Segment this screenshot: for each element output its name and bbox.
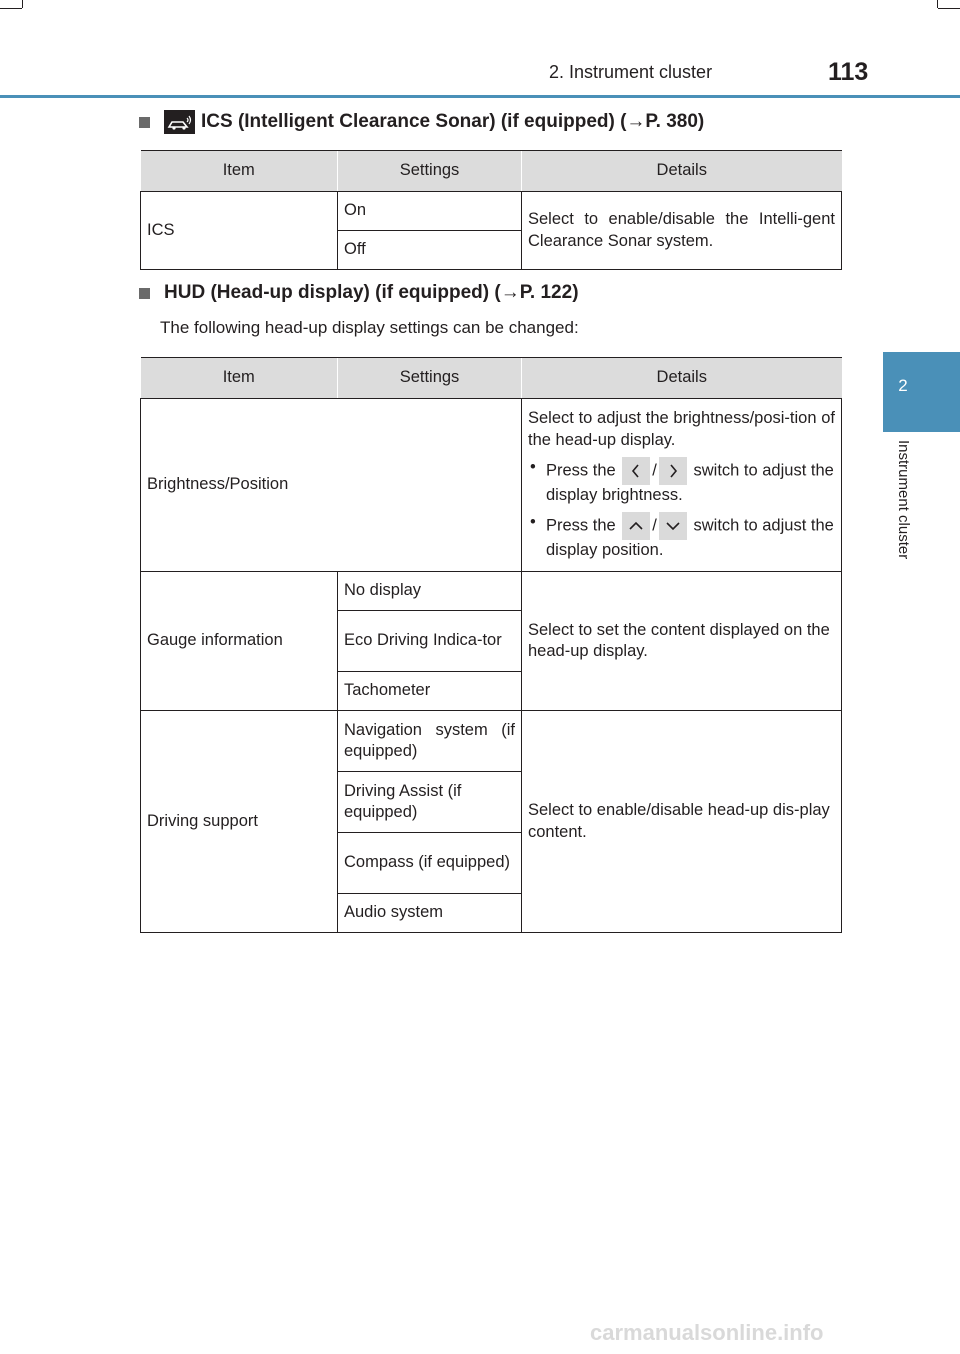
- hud-heading-text: HUD (Head-up display) (if equipped) (→P. 122): [164, 282, 579, 303]
- chapter-side-label: [888, 440, 912, 600]
- driving-setting: Audio system: [338, 894, 522, 933]
- brightness-item: Brightness/Position: [141, 399, 522, 572]
- chapter-number: 2: [898, 376, 908, 395]
- ics-heading-text: ICS (Intelligent Clearance Sonar) (if equipped) (→P. 380): [201, 111, 705, 132]
- driving-setting: Compass (if equipped): [338, 833, 522, 894]
- ics-settings-table: [140, 150, 842, 270]
- driving-item: Driving support: [141, 711, 338, 933]
- gauge-item: Gauge information: [141, 572, 338, 711]
- gauge-details: Select to set the content displayed on the head-up display.: [522, 572, 842, 711]
- bullet-square-icon: [139, 117, 150, 128]
- bullet-text: Press the: [546, 516, 616, 535]
- ics-sonar-icon: [164, 110, 195, 134]
- chapter-tab[interactable]: [883, 352, 960, 432]
- ics-item: ICS: [141, 192, 338, 270]
- driving-details: Select to enable/disable head-up dis-play content.: [522, 711, 842, 933]
- watermark: carmanualsonline.info: [590, 1320, 824, 1345]
- gauge-setting: Tachometer: [338, 672, 522, 711]
- ics-details: Select to enable/disable the Intelli-gent Clearance Sonar system.: [522, 192, 842, 270]
- header-rule: [0, 95, 960, 98]
- chevron-left-icon: [622, 457, 650, 485]
- chevron-up-icon: [622, 512, 650, 540]
- hud-intro: The following head-up display settings can be changed:: [160, 318, 579, 337]
- bullet-separator: /: [652, 461, 657, 480]
- driving-setting: Navigation system (if equipped): [338, 711, 522, 772]
- table-header-item: Item: [141, 358, 338, 399]
- bullet-text: switch to adjust the display brightness.: [546, 461, 834, 504]
- chevron-right-icon: [659, 457, 687, 485]
- chevron-down-icon: [659, 512, 687, 540]
- gauge-setting: Eco Driving Indica-tor: [338, 611, 522, 672]
- bullet-square-icon: [139, 288, 150, 299]
- table-header-item: Item: [141, 151, 338, 192]
- table-header-settings: Settings: [338, 358, 522, 399]
- chapter-title: Instrument cluster: [895, 440, 912, 560]
- table-header-details: Details: [522, 151, 842, 192]
- hud-settings-table: [140, 357, 842, 933]
- crop-mark: [0, 8, 22, 9]
- hud-section-heading: [139, 282, 579, 304]
- bullet-text: switch to adjust the display position.: [546, 516, 834, 560]
- driving-setting: Driving Assist (if equipped): [338, 772, 522, 833]
- ics-section-heading: [139, 110, 704, 134]
- bullet-text: Press the: [546, 461, 616, 480]
- page-number: 113: [828, 58, 869, 86]
- brightness-details-cell: [522, 399, 842, 572]
- gauge-setting: No display: [338, 572, 522, 611]
- crop-mark: [938, 8, 960, 9]
- crop-mark: [22, 0, 23, 8]
- ics-setting-off: Off: [338, 231, 522, 270]
- running-head: 2. Instrument cluster: [549, 62, 713, 82]
- bullet-separator: /: [652, 516, 657, 535]
- position-bullet: [528, 512, 835, 561]
- brightness-details: Select to adjust the brightness/posi-tion of the head-up display.: [528, 409, 835, 449]
- ics-setting-on: On: [338, 192, 522, 231]
- crop-mark: [937, 0, 938, 8]
- table-header-settings: Settings: [338, 151, 522, 192]
- brightness-bullet: [528, 457, 835, 506]
- table-header-details: Details: [522, 358, 842, 399]
